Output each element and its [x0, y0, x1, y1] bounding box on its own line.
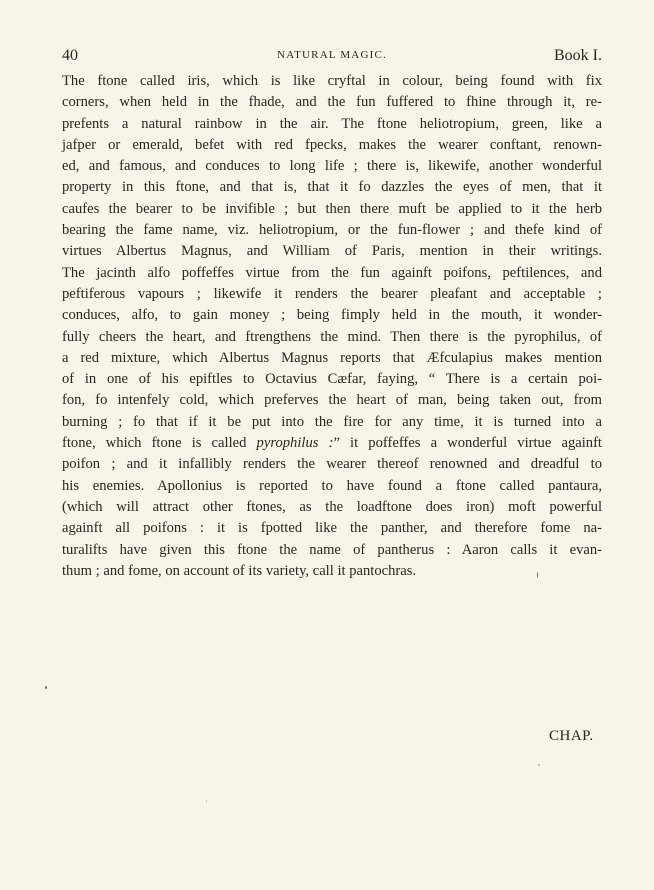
text-line: a red mixture, which Albertus Magnus reports that Æfculapius makes mention — [62, 349, 602, 366]
catchword: CHAP. — [549, 728, 594, 744]
text-line: corners, when held in the fhade, and the fun fuffered to fhine through it, re- — [62, 94, 602, 111]
text-line: his enemies. Apollonius is reported to have found a ftone called pantaura, — [62, 477, 602, 494]
body-paragraph — [62, 71, 602, 582]
text-line: peftiferous vapours ; likewife it renders the bearer pleafant and acceptable ; — [62, 285, 602, 302]
text-line: poifon ; and it infallibly renders the wearer thereof renowned and dreadful to — [62, 456, 602, 473]
text-line: fully cheers the heart, and ftrengthens the mind. Then there is the pyrophilus, of — [62, 328, 602, 345]
text-line: virtues Albertus Magnus, and William of Paris, mention in their writings. — [62, 243, 602, 260]
running-header — [62, 47, 602, 67]
text-line: bearing the fame name, viz. heliotropium, or the fun-flower ; and thefe kind of — [62, 222, 602, 239]
text-segment: ftone, which ftone is called — [62, 435, 257, 452]
text-line: ed, and famous, and conduces to long life ; there is, likewife, another wonderful — [62, 158, 602, 175]
running-title: NATURAL MAGIC. — [277, 49, 387, 61]
paper-speck — [206, 800, 207, 802]
text-line: turalifts have given this ftone the name of pantherus : Aaron calls it evan- — [62, 541, 602, 558]
text-line: againft all poifons : it is fpotted like the panther, and therefore fome na- — [62, 520, 602, 537]
text-line: property in this ftone, and that is, that it fo dazzles the eyes of men, that it — [62, 179, 602, 196]
paper-speck — [538, 764, 540, 766]
text-line: caufes the bearer to be invifible ; but then there muft be applied to it the herb — [62, 200, 602, 217]
text-line-last: thum ; and fome, on account of its variety, call it pantochras. — [62, 562, 417, 579]
text-segment: ” it poffeffes a wonderful virtue againft — [333, 435, 602, 452]
page-number: 40 — [62, 47, 78, 64]
text-line: prefents a natural rainbow in the air. The ftone heliotropium, green, like a — [62, 115, 602, 132]
text-line: conduces, alfo, to gain money ; being fimply held in the mouth, it wonder- — [62, 307, 602, 324]
text-line: jafper or emerald, befet with red fpecks, makes the wearer conftant, renown- — [62, 136, 602, 153]
paper-speck — [45, 686, 47, 689]
paper-speck — [537, 572, 538, 578]
text-line: of in one of his epiftles to Octavius Cæfar, faying, “ There is a certain poi- — [62, 371, 602, 388]
text-line: fon, fo intenfely cold, which preferves the heart of man, being taken out, from — [62, 392, 602, 409]
book-label: Book I. — [554, 47, 602, 64]
text-line: burning ; fo that if it be put into the fire for any time, it is turned into a — [62, 413, 602, 430]
text-line: (which will attract other ftones, as the loadftone does iron) moft powerful — [62, 498, 602, 515]
text-line: The ftone called iris, which is like cryftal in colour, being found with fix — [62, 73, 602, 89]
italic-term: pyrophilus : — [256, 435, 334, 452]
text-line-with-italic — [62, 433, 602, 454]
text-line: The jacinth alfo poffeffes virtue from the fun againft poifons, peftilences, and — [62, 264, 602, 281]
